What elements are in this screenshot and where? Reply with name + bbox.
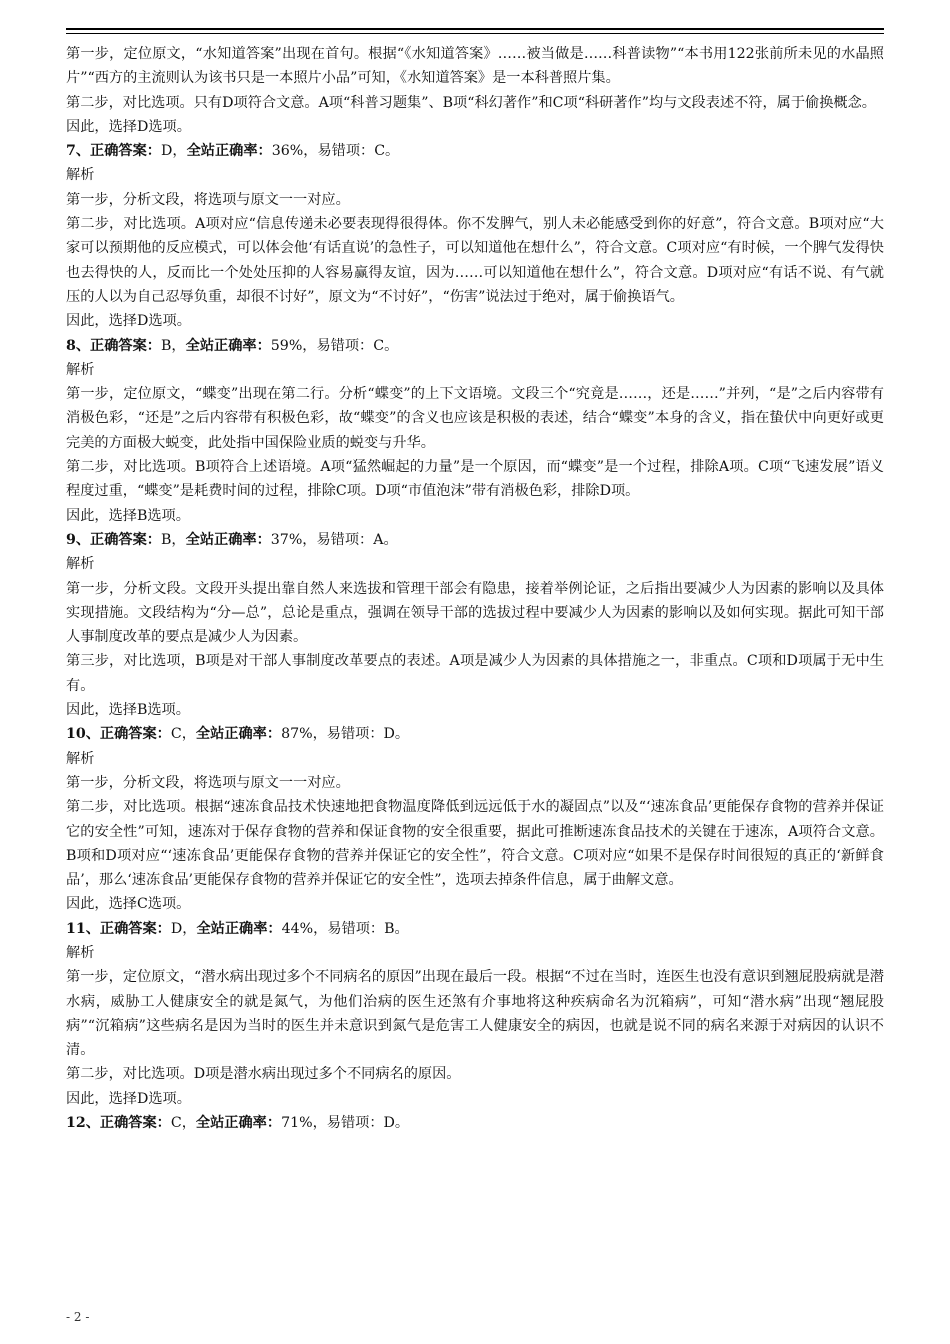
- answer-label: 7、正确答案：: [66, 143, 161, 160]
- explanation-paragraph: 因此，选择B选项。: [66, 507, 190, 524]
- answer-label: 9、正确答案：: [66, 531, 161, 548]
- accuracy-label: 全站正确率：: [195, 1115, 282, 1132]
- accuracy-label: 全站正确率：: [185, 337, 271, 354]
- accuracy-label: 全站正确率：: [186, 143, 272, 160]
- answer-label: 12、正确答案：: [66, 1115, 171, 1132]
- explanation-paragraph: 第二步，对比选项。根据“速冻食品技术快速地把食物温度降低到远远低于水的凝固点”以及“‘速冻食品’更能保存食物的营养并保证它的安全性”可知，速冻对于保存食物的营养和保证食物的安全很重要，据此可推断速冻食品技术的关键在于速冻，A项符合文意。B项和D项对应“‘速冻食品’更能保存食物的营养并保证它的安全性”，符合文意。C项对应“如果不是保存时间很短的真正的‘新鲜食品’，那么‘速冻食品’更能保存食物的营养并保证它的安全性”，选项去掉条件信息，属于曲解文意。: [66, 799, 884, 889]
- analysis-label: 解析: [66, 361, 95, 378]
- answer-value: B，: [161, 531, 186, 548]
- explanation-paragraph: 因此，选择B选项。: [66, 702, 190, 719]
- explanation-paragraph: 第一步，定位原文，“蝶变”出现在第二行。分析“蝶变”的上下文语境。文段三个“究竟是……，还是……”并列，“是”之后内容带有消极色彩，“还是”之后内容带有积极色彩，故“蝶变”的含义也应该是积极的表述，结合“蝶变”本身的含义，指在蛰伏中向更好或更完美的方面极大蜕变，此处指中国保险业质的蜕变与升华。: [66, 386, 884, 451]
- answer-label: 10、正确答案：: [66, 726, 171, 743]
- answer-header: [66, 139, 884, 163]
- accuracy-label: 全站正确率：: [196, 920, 282, 937]
- answer-header: [66, 722, 884, 746]
- accuracy-label: 全站正确率：: [185, 531, 271, 548]
- header-rule-thin: [66, 33, 884, 34]
- answer-label: 11、正确答案：: [66, 920, 171, 937]
- accuracy-value: 36%，易错项：C。: [271, 143, 400, 160]
- answer-header: [66, 1111, 884, 1135]
- answer-value: C，: [170, 1115, 196, 1132]
- accuracy-value: 59%，易错项：C。: [270, 337, 399, 354]
- explanation-paragraph: 第三步，对比选项，B项是对干部人事制度改革要点的表述。A项是减少人为因素的具体措施之一，非重点。C项和D项属于无中生有。: [66, 653, 884, 694]
- explanation-paragraph: 第二步，对比选项。只有D项符合文意。A项“科普习题集”、B项“科幻著作”和C项“科研著作”均与文段表述不符，属于偷换概念。: [66, 94, 876, 111]
- answer-header: [66, 528, 884, 552]
- answer-value: D，: [161, 143, 187, 160]
- explanation-paragraph: 第一步，分析文段。文段开头提出靠自然人来选拔和管理干部会有隐患，接着举例论证，之后指出要减少人为因素的影响以及具体实现措施。文段结构为“分—总”，总论是重点，强调在领导干部的选拔过程中要减少人为因素的影响以及如何实现。据此可知干部人事制度改革的要点是减少人为因素。: [66, 580, 884, 646]
- explanation-paragraph: 因此，选择C选项。: [66, 896, 191, 913]
- analysis-label: 解析: [66, 167, 95, 184]
- answer-header: [66, 334, 884, 358]
- accuracy-value: 44%，易错项：B。: [281, 920, 409, 937]
- answer-explanations: [66, 42, 884, 1135]
- answer-value: C，: [170, 726, 196, 743]
- explanation-paragraph: 因此，选择D选项。: [66, 118, 191, 135]
- analysis-label: 解析: [66, 750, 95, 767]
- analysis-label: 解析: [66, 944, 95, 961]
- explanation-paragraph: 第一步，定位原文，“水知道答案”出现在首句。根据“《水知道答案》……被当做是……科普读物”“本书用122张前所未见的水晶照片”“西方的主流则认为该书只是一本照片小品”可知，《水知道答案》是一本科普照片集。: [66, 46, 884, 87]
- answer-header: [66, 917, 884, 941]
- analysis-label: 解析: [66, 556, 95, 573]
- accuracy-value: 87%，易错项：D。: [281, 726, 410, 743]
- explanation-paragraph: 第二步，对比选项。B项符合上述语境。A项“猛然崛起的力量”是一个原因，而“蝶变”是一个过程，排除A项。C项“飞速发展”语义程度过重，“蝶变”是耗费时间的过程，排除C项。D项“市值泡沫”带有消极色彩，排除D项。: [66, 459, 884, 500]
- header-rule-thick: [66, 28, 884, 30]
- answer-value: B，: [161, 337, 186, 354]
- answer-value: D，: [170, 920, 197, 937]
- explanation-paragraph: 第二步，对比选项。A项对应“信息传递未必要表现得很得体。你不发脾气，别人未必能感受到你的好意”，符合文意。B项对应“大家可以预期他的反应模式，可以体会他‘有话直说’的急性子，可以知道他在想什么”，符合文意。C项对应“有时候，一个脾气发得快也去得快的人，反而比一个处处压抑的人容易赢得友谊，因为……可以知道他在想什么”，符合文意。D项对应“有话不说、有气就压的人以为自己忍辱负重，却很不讨好”，原文为“不讨好”，“伤害”说法过于绝对，属于偷换语气。: [66, 216, 884, 305]
- accuracy-label: 全站正确率：: [195, 726, 282, 743]
- page-number: - 2 -: [66, 1310, 90, 1324]
- explanation-paragraph: 因此，选择D选项。: [66, 313, 191, 330]
- explanation-paragraph: 第一步，定位原文，“潜水病出现过多个不同病名的原因”出现在最后一段。根据“不过在当时，连医生也没有意识到翘屁股病就是潜水病，威胁工人健康安全的就是氮气，为他们治病的医生还煞有介事地将这种疾病命名为沉箱病”，可知“潜水病”出现“翘屁股病”“沉箱病”这些病名是因为当时的医生并未意识到氮气是危害工人健康安全的病因，也就是说不同的病名来源于对病因的认识不清。: [66, 969, 884, 1059]
- explanation-paragraph: 第二步，对比选项。D项是潜水病出现过多个不同病名的原因。: [66, 1066, 461, 1083]
- answer-label: 8、正确答案：: [66, 337, 161, 354]
- accuracy-value: 71%，易错项：D。: [281, 1115, 410, 1132]
- explanation-paragraph: 第一步，分析文段，将选项与原文一一对应。: [66, 191, 350, 208]
- explanation-paragraph: 第一步，分析文段，将选项与原文一一对应。: [66, 774, 350, 791]
- accuracy-value: 37%，易错项：A。: [270, 531, 398, 548]
- explanation-paragraph: 因此，选择D选项。: [66, 1090, 191, 1107]
